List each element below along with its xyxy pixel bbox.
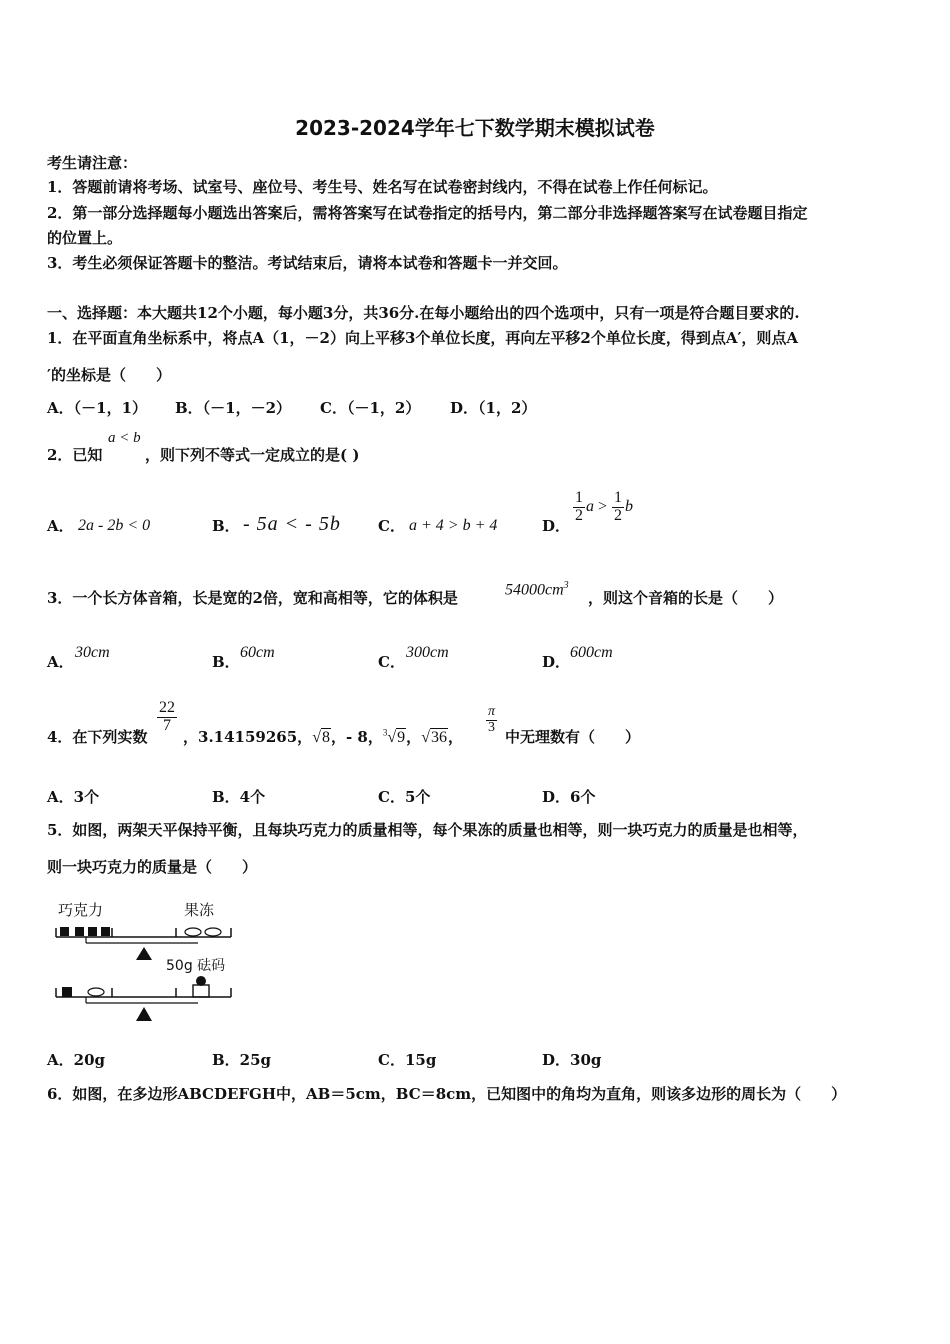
fulcrum-top	[136, 947, 152, 960]
q3-option-a: 30cm	[75, 644, 110, 661]
q2-option-c: a + 4 > b + 4	[409, 517, 498, 534]
jelly-item	[88, 988, 104, 996]
fulcrum-bottom	[136, 1007, 152, 1021]
q2-option-b: - 5a < - 5b	[243, 513, 341, 535]
q1-stem-cont: ′的坐标是（ ）	[47, 366, 171, 384]
q2-label-c: C．	[378, 517, 405, 535]
q5-stem: 5．如图，两架天平保持平衡，且每块巧克力的质量相等，每个果冻的质量也相等，则一块巧克力的质量是也相等，	[47, 821, 808, 839]
jelly-item	[205, 928, 221, 936]
q2-suffix: ，则下列不等式一定成立的是( )	[145, 446, 360, 464]
q5-option-d: D．30g	[542, 1051, 602, 1069]
notice-item-1: 1．答题前请将考场、试室号、座位号、考生号、姓名写在试卷密封线内，不得在试卷上作任何标记。	[47, 178, 718, 196]
chocolate-block	[101, 927, 110, 936]
notice-item-3: 3．考生必须保证答题卡的整洁。考试结束后，请将本试卷和答题卡一并交回。	[47, 254, 568, 272]
q2-option-d: $\frac{1}{2}$ a > $\frac{1}{2}$ b	[575, 489, 634, 524]
notice-item-2-cont: 的位置上。	[47, 229, 123, 247]
q4-option-b: B．4个	[212, 788, 266, 806]
q5-option-a: A．20g	[47, 1051, 106, 1069]
balance-figure	[48, 893, 248, 1033]
q5-stem-cont: 则一块巧克力的质量是（ ）	[47, 858, 258, 876]
q3-volume: $54000cm^3$	[505, 580, 569, 599]
chocolate-block	[75, 927, 84, 936]
q3-option-d: 600cm	[570, 644, 613, 661]
q5-option-b: B．25g	[212, 1051, 272, 1069]
q4-pi-fraction: $\frac{\pi}{3}$	[488, 704, 496, 735]
q1-option-b: B．（－1，－2）	[175, 399, 292, 417]
q4-option-d: D．6个	[542, 788, 596, 806]
q2-option-a: 2a - 2b < 0	[78, 517, 151, 534]
chocolate-block	[60, 927, 69, 936]
q3-option-b: 60cm	[240, 644, 275, 661]
q2-label-d: D．	[542, 517, 571, 535]
q4-list: ，3.14159265，√8，- 8，$^3$√9，√36，	[183, 727, 463, 746]
section-heading: 一、选择题：本大题共12个小题，每小题3分，共36分.在每小题给出的四个选项中，只有一项是符合题目要求的.	[47, 304, 800, 322]
label-chocolate: 巧克力	[58, 901, 104, 919]
q4-prefix: 4．在下列实数	[47, 728, 148, 746]
chocolate-block	[62, 987, 72, 997]
weight-box	[193, 985, 209, 997]
q4-option-a: A．3个	[47, 788, 100, 806]
label-weight: 50g 砝码	[166, 958, 226, 974]
q3-label-a: A．	[47, 653, 74, 671]
jelly-item	[185, 928, 201, 936]
q4-suffix: 中无理数有（ ）	[505, 728, 641, 746]
q3-option-c: 300cm	[406, 644, 449, 661]
q2-condition: a < b	[108, 430, 141, 446]
q3-label-b: B．	[212, 653, 240, 671]
label-jelly: 果冻	[184, 901, 215, 919]
q5-option-c: C．15g	[378, 1051, 437, 1069]
q3-suffix: ，则这个音箱的长是（ ）	[588, 589, 784, 607]
notice-heading: 考生请注意：	[47, 154, 138, 172]
weight-knob	[196, 976, 206, 986]
q1-stem: 1．在平面直角坐标系中，将点A（1，－2）向上平移3个单位长度，再向左平移2个单位长度，得到点A′，则点A	[47, 329, 799, 347]
q3-prefix: 3．一个长方体音箱，长是宽的2倍，宽和高相等，它的体积是	[47, 589, 458, 607]
q2-prefix: 2．已知	[47, 446, 103, 464]
q3-label-d: D．	[542, 653, 571, 671]
chocolate-block	[88, 927, 97, 936]
q2-label-b: B．	[212, 517, 240, 535]
q2-label-a: A．	[47, 517, 74, 535]
q4-fraction: $\frac{22}{7}$	[159, 699, 175, 734]
page-title: 2023-2024学年七下数学期末模拟试卷	[295, 116, 655, 140]
q4-option-c: C．5个	[378, 788, 431, 806]
notice-item-2: 2．第一部分选择题每小题选出答案后，需将答案写在试卷指定的括号内，第二部分非选择题答案写在试卷题目指定	[47, 204, 808, 222]
q1-option-a: A．（－1，1）	[47, 399, 148, 417]
q6-stem: 6．如图，在多边形ABCDEFGH中，AB＝5cm，BC＝8cm，已知图中的角均为直角，则该多边形的周长为（ ）	[47, 1085, 847, 1103]
q3-label-c: C．	[378, 653, 405, 671]
q1-option-d: D．（1，2）	[450, 399, 537, 417]
q1-option-c: C．（－1，2）	[320, 399, 421, 417]
